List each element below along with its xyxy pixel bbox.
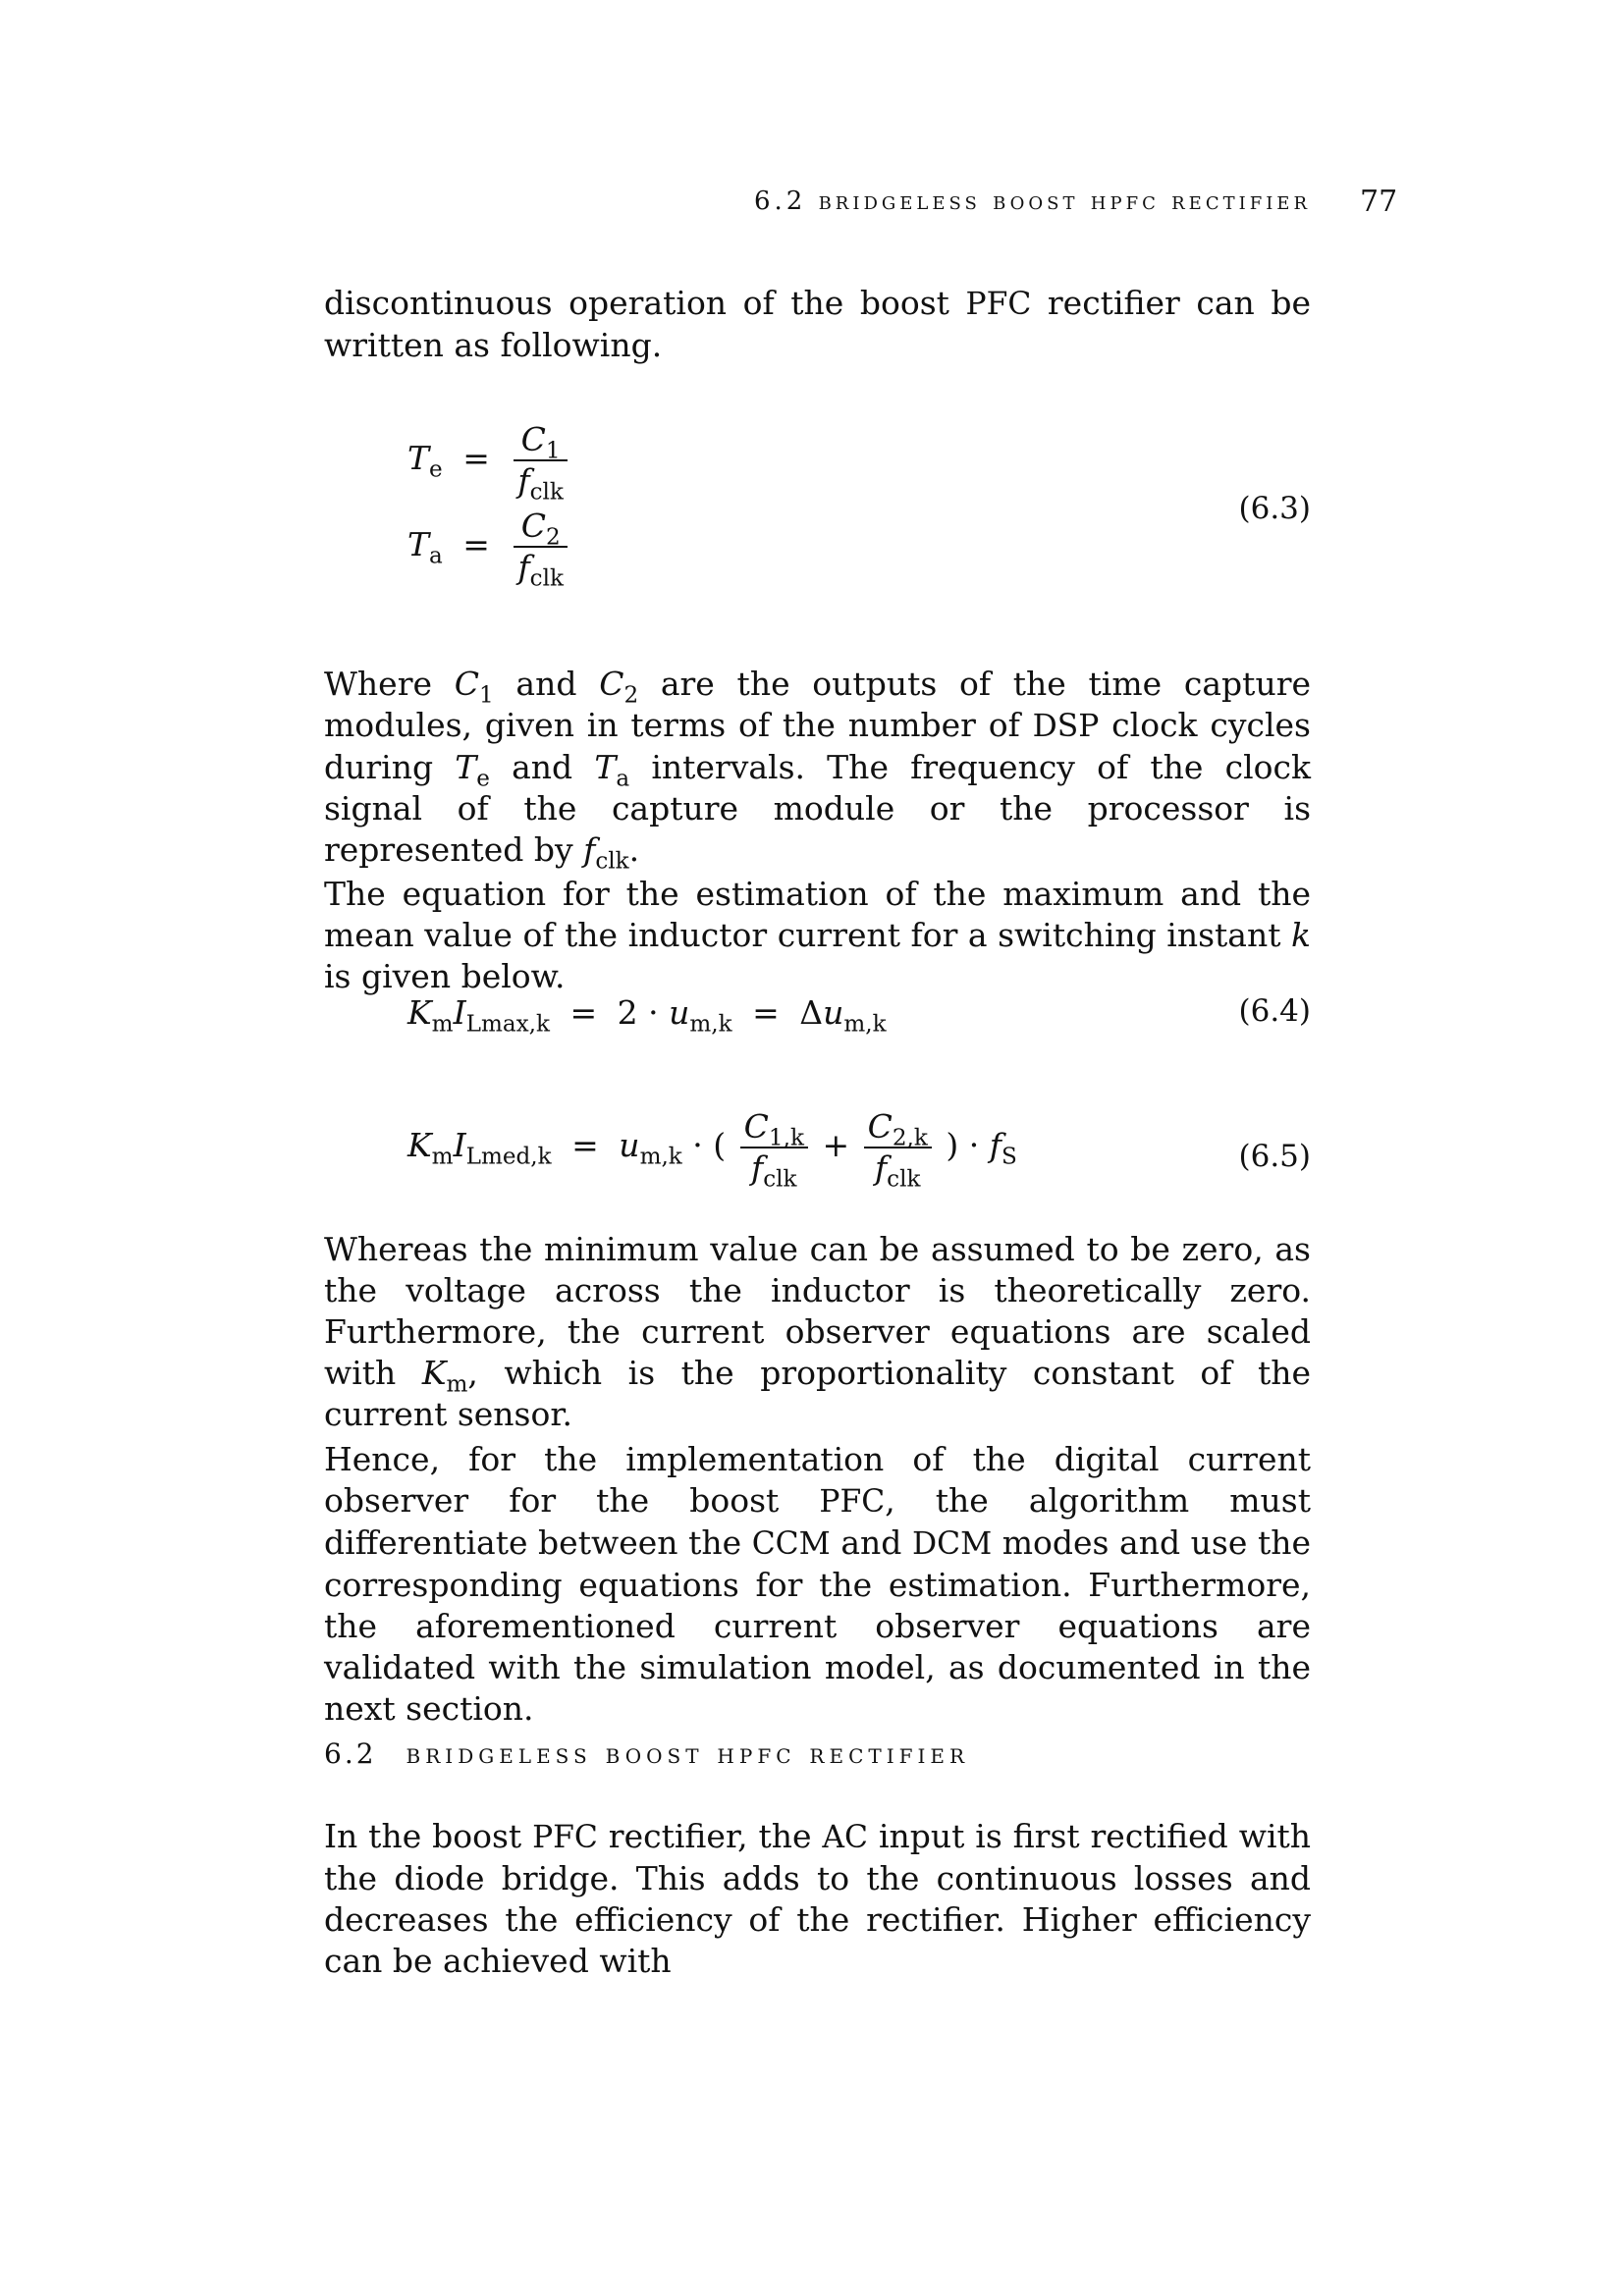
paragraph-minimum [324,1229,1311,1435]
fraction [864,1107,932,1193]
text: The equation for the estimation of the maximum and the mean value of the inductor current for a switching instant [324,875,1311,954]
subscript: clk [763,1166,797,1193]
text: rectifier can be written as following. [324,284,1311,364]
operator: = [752,993,780,1032]
equation-number: (6.5) [1238,1139,1311,1174]
fraction [514,507,568,592]
symbol: I [453,1126,466,1164]
text: discontinuous operation of the boost [324,284,966,322]
equation-number: (6.4) [1238,993,1311,1029]
symbol: f [583,830,596,869]
symbol: I [453,993,466,1032]
subscript: 1 [478,682,494,709]
text: input is first rectified with the diode bridge. This adds to the continuous losses and decreases the efficiency of the rectifier. Higher efficiency can be achieved with [324,1817,1312,1980]
text: clock cycles during [324,706,1311,786]
subscript: a [616,766,630,792]
fraction [740,1107,808,1193]
symbol: f [989,1126,1001,1164]
subscript: m [431,1011,454,1038]
section-title: bridgeless boost hpfc rectifier [406,1737,970,1770]
section-heading [324,1737,969,1770]
subscript: e [429,456,443,483]
subscript: m [431,1144,454,1170]
fraction [514,420,568,506]
eq-ta-line [407,507,571,592]
subscript: m,k [689,1011,732,1038]
text: modes and use the corresponding equations for the estimation. Furthermore, the aforementioned current observer equations are validated with the simulation model, as documented in the next section. [324,1523,1311,1728]
subscript: 2 [623,682,639,709]
acronym-dcm: DCM [911,1526,993,1562]
paragraph-estimation [324,874,1311,997]
equation-6-5 [324,1109,1311,1217]
paragraph-intro [324,283,1311,366]
symbol: T [594,748,617,786]
acronym-pfc: PFC [532,1820,598,1855]
text: are the outputs of the time capture modules, given in terms of the number of [324,665,1311,744]
acronym-pfc: PFC [819,1484,886,1520]
page-number: 77 [1360,185,1398,219]
eq-max-line [407,993,887,1038]
symbol: u [669,993,690,1032]
symbol: K [421,1354,447,1392]
operator: = [569,993,598,1032]
symbol: T [455,748,477,786]
equation-number: (6.3) [1238,491,1311,526]
text: rectifier, the [597,1817,823,1855]
symbol: u [823,993,844,1032]
symbol: K [407,1126,432,1164]
acronym-pfc: PFC [965,287,1032,322]
paragraph-capture [324,664,1311,875]
symbol: T [407,525,430,563]
text: Whereas the minimum value can be assumed to be zero, as the voltage across the inductor is theoretically zero. Furthermore, the current observer equations are scaled with [324,1230,1311,1392]
text: Hence, for the implementation of the digital current observer for the boost [324,1440,1311,1520]
subscript: S [1001,1144,1017,1170]
symbol: f [517,548,530,586]
acronym-ac: AC [822,1820,869,1855]
operator: = [462,439,490,477]
subscript: clk [595,848,629,875]
equation-6-4 [324,993,1311,1042]
subscript: m,k [843,1011,887,1038]
subscript: a [429,543,443,569]
operator: = [462,525,490,563]
subscript: clk [529,479,564,506]
subscript: 2 [546,524,561,551]
paragraph-bridgeless [324,1816,1311,1982]
eq-te-line [407,420,571,506]
subscript: m,k [639,1144,682,1170]
subscript: 1 [545,438,561,464]
subscript: clk [887,1166,921,1193]
eq-med-line [407,1107,1017,1193]
operand: 2 · [617,993,659,1032]
operator: Δ [799,993,824,1032]
subscript: m [446,1371,468,1398]
symbol: C [867,1107,893,1146]
text: . [628,830,640,869]
section-number: 6.2 [324,1737,377,1770]
running-section-title: 6.2 bridgeless boost hpfc rectifier [753,187,1311,216]
symbol: f [517,461,530,500]
text: In the boost [324,1817,533,1855]
symbol: C [520,420,546,458]
symbol: C [743,1107,769,1146]
operator: = [571,1126,599,1164]
subscript: Lmax,k [465,1011,550,1038]
symbol: T [407,439,430,477]
subscript: 1,k [768,1125,804,1151]
text: is given below. [324,957,566,995]
text: intervals. The frequency of the clock signal of the capture module or the processor is represented by [324,748,1311,869]
subscript: e [476,766,490,792]
symbol: f [751,1148,764,1187]
symbol: f [874,1148,888,1187]
operator: ) · [946,1126,980,1164]
symbol: C [520,507,546,545]
text: , which is the proportionality constant of the current sensor. [324,1354,1311,1433]
symbol: C [454,665,479,703]
acronym-ccm: CCM [751,1526,831,1562]
text: Where [324,665,455,703]
subscript: 2,k [892,1125,928,1151]
running-header [324,187,1311,216]
operator: · ( [692,1126,727,1164]
symbol: K [407,993,432,1032]
subscript: clk [529,565,564,592]
acronym-dsp: DSP [1032,709,1100,744]
symbol: k [1291,916,1311,954]
subscript: Lmed,k [465,1144,552,1170]
text: and [489,748,595,786]
symbol: C [599,665,624,703]
paragraph-implementation [324,1439,1311,1730]
text: and [830,1523,912,1562]
equation-6-3 [324,422,1311,609]
text: , the algorithm must differentiate between the [324,1481,1311,1562]
symbol: u [619,1126,640,1164]
operator: + [822,1126,850,1164]
text: and [493,665,600,703]
